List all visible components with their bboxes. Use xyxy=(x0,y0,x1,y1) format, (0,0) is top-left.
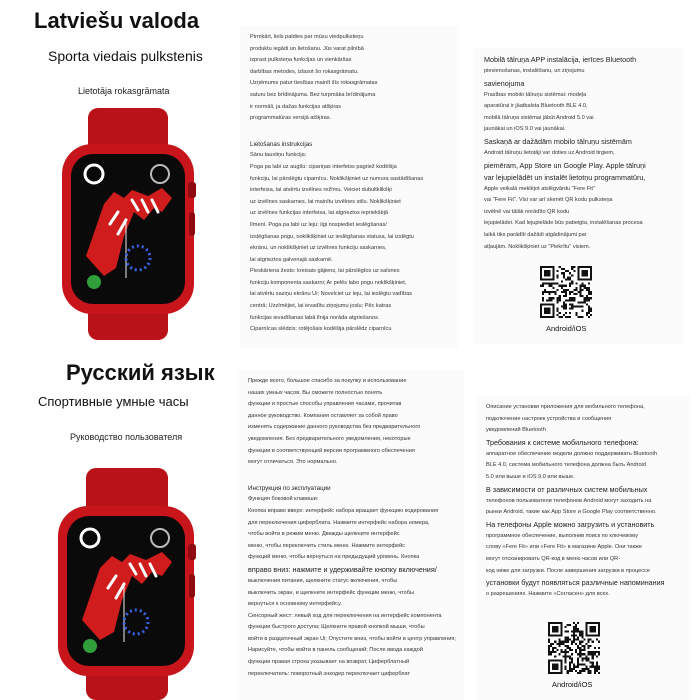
app-line: jaunākai un iOS 9.0 vai jaunākai. xyxy=(484,126,566,133)
instruction-line: для переключения циферблата. Нажмите интерфейс набора номера, xyxy=(248,519,430,526)
watch-side-button xyxy=(189,212,195,236)
leaf-icon xyxy=(87,275,101,289)
smartwatch-image xyxy=(54,468,200,700)
manual-label: Lietotāja rokasgrāmata xyxy=(78,86,170,96)
instruction-line: выключить экран, и щелкните интерфейс функции меню, чтобы xyxy=(248,589,414,596)
qr-finder-pattern xyxy=(582,270,588,276)
instruction-line: войти в раздаточный экран Ui; Опустите вниз, чтобы войти в центр управления; xyxy=(248,635,456,642)
instruction-line: чтобы войти в режим меню. Дважды щелкните интерфейс xyxy=(248,531,400,538)
instruction-line: Кнопка вправо вверх: интерфейс набора вращает функцию кодирования xyxy=(248,507,439,514)
app-line: BLE 4.0, система мобильного телефона должна быть Android xyxy=(486,462,646,469)
instruction-line: centrā; Uzzīmējiet, lai ievadītu ziņojumu joslu; Pēc katras xyxy=(250,303,392,310)
app-line: izvēlnē vai tālāk norādīto QR kodu xyxy=(484,208,570,215)
instruction-line: funkciju, lai pārslēgtu ciparnīcu. Noklikšķiniet uz numura sastādīšanas xyxy=(250,175,424,182)
qr-finder-pattern xyxy=(544,308,550,314)
app-line: слову «Fere Fit» или «Fere Fit» в магазине Apple. Они также xyxy=(486,544,642,551)
app-line: aparatūrai ir jāatbalsta Bluetooth BLE 4.0, xyxy=(484,103,588,110)
qr-code-icon[interactable] xyxy=(540,266,592,318)
app-line: установки будут появляться различные напоминания xyxy=(486,578,665,588)
app-line: var lejupielādēt un instalēt lietotņu programmatūru, xyxy=(484,172,646,182)
instruction-line: выключения питания, щелкните статус включения, чтобы xyxy=(248,577,398,584)
instruction-line: izslēgšanas pogu, noklikšķiniet uz ieslēgšanas statusa, lai izslēgtu xyxy=(250,233,414,240)
instruction-line: вернуться к основному интерфейсу. xyxy=(248,601,342,608)
app-line: Требования к системе мобильного телефона: xyxy=(486,437,639,447)
intro-line: функции в соответствующей версии программного обеспечения xyxy=(248,447,415,454)
app-line: Android tālruņu lietotāji var doties uz Android tirgiem, xyxy=(484,149,615,156)
smartwatch-image xyxy=(58,108,198,340)
app-line: mobilā tālruņa sistēmai jābūt Android 5.0 vai xyxy=(484,114,594,121)
watch-crown xyxy=(188,182,196,198)
instruction-line: меню, чтобы переключить стиль меню. Нажмите интерфейс xyxy=(248,542,406,549)
qr-finder-pattern xyxy=(552,626,558,632)
intro-line: darbības metodes, izlasot šo rokasgrāmatu. xyxy=(250,68,359,75)
intro-line: izprast pulksteņa funkcijas un vienkāršas xyxy=(250,57,352,64)
intro-line: ir normāli, ja dažas funkcijas atšķiras xyxy=(250,103,342,110)
language-title: Latviešu valoda xyxy=(34,8,200,33)
app-line: уведомлений Bluetooth xyxy=(486,427,546,434)
app-line: Prasības mobilo tālruņu sistēmai: modeļa xyxy=(484,91,587,98)
instruction-line: uz izvēlnes saskarnes, lai mainītu izvēlnes stilu. Noklikšķiniet xyxy=(250,198,401,205)
manual-page-intro xyxy=(238,370,464,700)
app-line: 5.0 или выше и iOS 9.0 или выше. xyxy=(486,473,575,480)
app-line: atļaujām. Noklikšķiniet uz "Piekrītu" visiem. xyxy=(484,243,591,250)
instruction-line: функции правая строка указывает на возврат. Циферблатный xyxy=(248,659,410,666)
product-name: Спортивные умные часы xyxy=(38,394,189,409)
intro-line: programmatūras versijā atšķiras. xyxy=(250,115,332,122)
qr-code-icon[interactable] xyxy=(548,622,600,674)
app-line: laikā tiks parādīti dažādi atgādinājumi par xyxy=(484,231,587,238)
app-line: аппаратное обеспечение модели должно поддерживать Bluetooth xyxy=(486,450,657,457)
qr-caption: Android/iOS xyxy=(552,680,593,689)
section-russian xyxy=(0,350,700,700)
app-line: о разрешениях. Нажмите «Согласен» для всех. xyxy=(486,591,610,598)
instruction-line: Сенсорный жест: левый ход для переключения на интерфейс компонента xyxy=(248,612,442,619)
watch-crown xyxy=(188,544,196,560)
intro-line: данное руководство. Компания оставляет за собой право xyxy=(248,412,398,419)
manual-page-intro xyxy=(240,26,458,348)
qr-finder-pattern xyxy=(552,664,558,670)
app-line: Mobilā tālruņa APP instalācija, ierīces Bluetooth xyxy=(484,55,637,64)
instruction-line: funkciju komponenta saskarni; Ar pelēs labo pogu noklikšķiniet, xyxy=(250,279,407,286)
instruction-line: переключатель: поворотный энкодер переключает циферблат xyxy=(248,670,411,677)
instruction-line: uz izvēlnes funkcijas interfeisa, lai atgrieztos iepriekšējā xyxy=(250,210,389,217)
app-line: На телефоны Apple можно загрузить и установить xyxy=(486,519,655,529)
intro-line: Прежде всего, большое спасибо за покупку и использование xyxy=(248,378,407,384)
manual-label: Руководство пользователя xyxy=(70,432,183,442)
intro-line: produktu iegādi un lietošanu. Jūs varat pilnībā xyxy=(250,45,364,52)
language-title: Русский язык xyxy=(66,360,215,385)
app-line: Saskaņā ar dažādām mobilo tālruņu sistēmām xyxy=(484,136,632,146)
app-line: программное обеспечение, выполнив поиск по ключевому xyxy=(486,532,639,539)
intro-line: Pirmkārt, liels paldies par mūsu viedpulksteņu xyxy=(250,34,364,40)
instruction-line: Pieskāriena žests: kreisais gājiens, lai pārslēgtos uz saīsnes xyxy=(250,268,400,275)
app-line: код ниже для загрузки. После завершения загрузки в процессе xyxy=(486,567,650,574)
instruction-line: Ciparnīcas slēdzis: rotējošais kodēšija pārslēdz ciparnīcu xyxy=(250,326,392,333)
app-line: Apple veikalā meklējot atslēgvārdu "Fere Fit" xyxy=(484,185,595,192)
instruction-line: līmenī. Poga pa labi uz leju: ilgi nospiediet ieslēgšanas/ xyxy=(250,221,387,228)
qr-finder-pattern xyxy=(590,626,596,632)
intro-line: saturu bez brīdinājuma. Bez turpmāka brīdinājuma xyxy=(250,91,376,98)
product-name: Sporta viedais pulkstenis xyxy=(48,48,203,64)
app-line: телефонов пользователи телефонов Android могут заходить на xyxy=(486,497,652,504)
app-line: В зависимости от различных систем мобильных xyxy=(486,484,648,494)
app-line: могут отсканировать QR-код в меню часов или QR- xyxy=(486,555,620,562)
app-line: подключение настроек устройства и сообщения xyxy=(486,415,612,422)
instruction-line: функций меню, чтобы вернуться на предыдущий уровень. Кнопка xyxy=(248,554,420,561)
intro-line: Uzņēmums patur tiesības mainīt šīs rokasgrāmatas xyxy=(250,80,378,87)
app-line: pievienošanas, instalēšanu, un ziņojumu xyxy=(484,68,585,74)
app-line: vai "Fere Fit". Visi var arī skenēt QR kodu pulksteņa xyxy=(484,197,613,204)
instruction-line: funkcijas ievadīšanas labā līnija norāda atgriešanos. xyxy=(250,314,380,321)
app-line: piemēram, App Store un Google Play. Apple tālruņi xyxy=(484,160,646,170)
app-line: lejupielādei. Kad lejupielāde būs pabeigta, instalēšanas procesa xyxy=(484,220,643,227)
instruction-line: ekrānu, un noklikšķiniet uz izvēlnes funkciju saskarnes, xyxy=(250,245,387,252)
instruction-line: Нарисуйте, чтобы войти в панель сообщений; После ввода каждой xyxy=(248,647,423,654)
instructions-title: Lietošanas instrukcijas xyxy=(250,140,313,148)
app-line: рынки Android, такие как App Store и Google Play соответственно. xyxy=(486,509,657,516)
instruction-line: interfeisa, lai atvērtu izvēlnes režīmu. Veiciet dubultklikšķi xyxy=(250,187,392,194)
watch-side-button xyxy=(189,574,195,598)
leaf-icon xyxy=(83,639,97,653)
instruction-line: lai atgrieztos galvenajā saskarnē. xyxy=(250,256,333,263)
intro-line: уведомления. Без предварительного уведомления, некоторые xyxy=(248,435,411,442)
intro-line: наших умных часов. Вы сможете полностью понять xyxy=(248,389,383,396)
instruction-line: функции быстрого доступа; Щелкните правой кнопкой мыши, чтобы xyxy=(248,624,425,631)
instructions-title: Инструкция по эксплуатации xyxy=(248,484,331,492)
intro-line: изменять содержание данного руководства без предварительного xyxy=(248,424,421,431)
qr-caption: Android/iOS xyxy=(546,324,587,333)
app-line: savienojuma xyxy=(484,78,525,88)
instruction-line: вправо вниз: нажмите и удерживайте кнопку включения/ xyxy=(248,564,437,574)
intro-line: могут отличаться. Это нормально. xyxy=(248,459,338,466)
intro-line: функции и простые способы управления часами, прочитав xyxy=(248,401,402,408)
instruction-line: Sānu taustiņu funkcija: xyxy=(250,152,307,159)
app-line: Описание установки приложения для мобильного телефона, xyxy=(486,404,645,410)
instruction-line: Функция боковой клавиши: xyxy=(248,496,319,503)
instruction-line: Poga pa labi uz augšu: cipariņas interfeiss pagriež kodēšija xyxy=(250,163,397,170)
instruction-line: lai atvērtu saziņu ekrānu Ui; Novelciet uz leju, lai ieslēgtu vadības xyxy=(250,291,412,298)
qr-finder-pattern xyxy=(544,270,550,276)
